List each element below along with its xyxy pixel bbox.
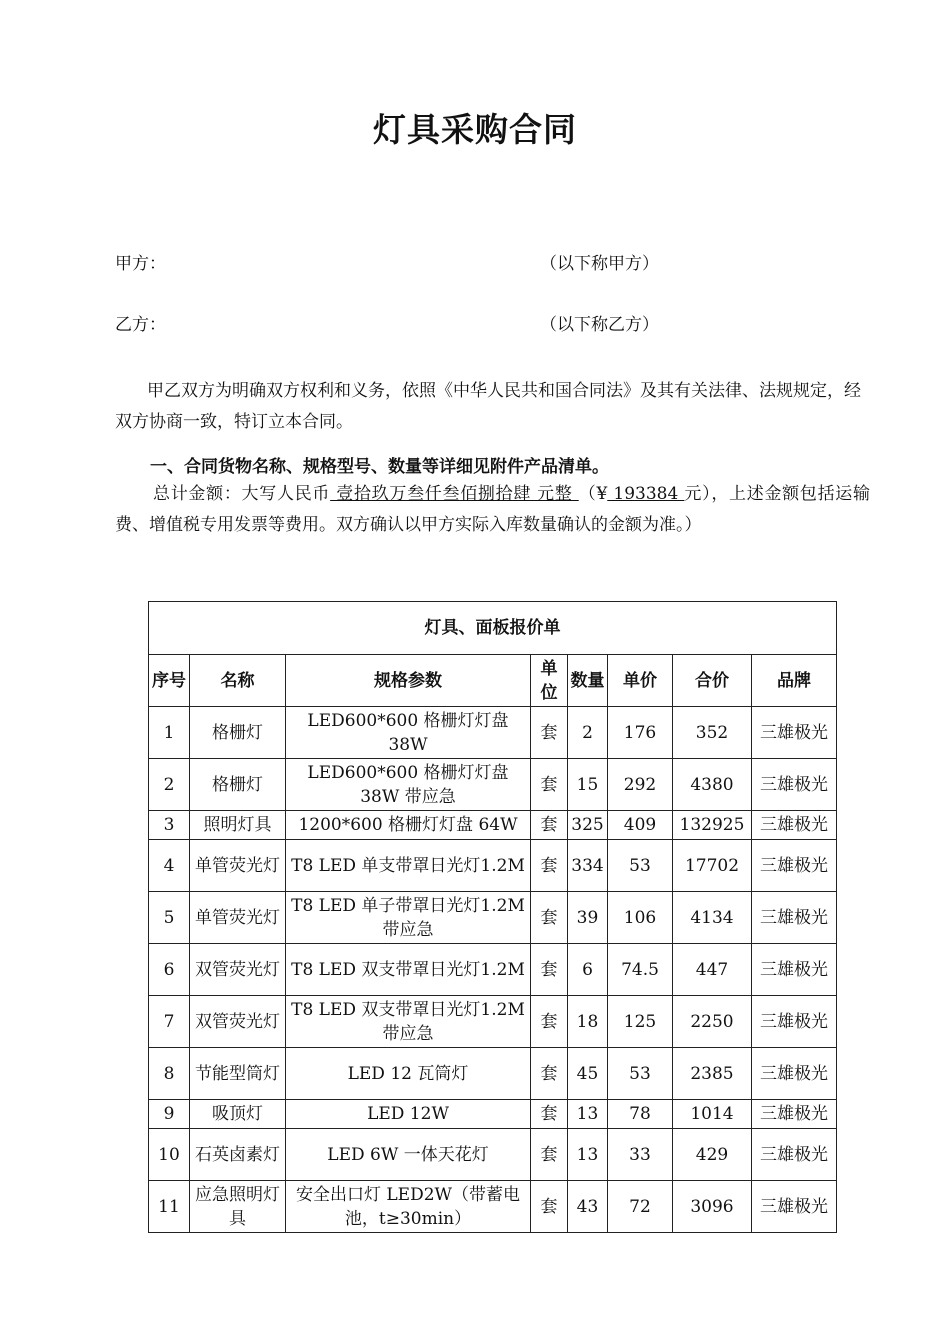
table-row: [149, 840, 837, 892]
cell-no: 7: [149, 996, 190, 1048]
cell-qty: 334: [568, 840, 608, 892]
table-row: [149, 811, 837, 840]
cell-price: 72: [608, 1181, 673, 1233]
cell-no: 6: [149, 944, 190, 996]
header-price: 单价: [608, 655, 673, 707]
table-row: [149, 759, 837, 811]
cell-spec: 安全出口灯 LED2W（带蓄电池，t≥30min）: [286, 1181, 531, 1233]
cell-total: 352: [673, 707, 752, 759]
cell-qty: 39: [568, 892, 608, 944]
cell-qty: 15: [568, 759, 608, 811]
cell-name: 节能型筒灯: [190, 1048, 286, 1100]
cell-unit: 套: [531, 1048, 568, 1100]
cell-spec: LED600*600 格栅灯灯盘38W 带应急: [286, 759, 531, 811]
cell-total: 4380: [673, 759, 752, 811]
cell-price: 125: [608, 996, 673, 1048]
cell-price: 53: [608, 1048, 673, 1100]
table-row: [149, 1181, 837, 1233]
cell-unit: 套: [531, 1129, 568, 1181]
table-row: [149, 996, 837, 1048]
cell-spec: LED 12W: [286, 1100, 531, 1129]
cell-unit: 套: [531, 996, 568, 1048]
party-b-note: （以下称乙方）: [540, 315, 659, 335]
cell-spec: T8 LED 双支带罩日光灯1.2M: [286, 944, 531, 996]
cell-price: 78: [608, 1100, 673, 1129]
cell-spec: T8 LED 双支带罩日光灯1.2M 带应急: [286, 996, 531, 1048]
cell-price: 409: [608, 811, 673, 840]
cell-brand: 三雄极光: [752, 1048, 837, 1100]
cell-total: 4134: [673, 892, 752, 944]
cell-unit: 套: [531, 1100, 568, 1129]
cell-price: 292: [608, 759, 673, 811]
table-header-row: [149, 655, 837, 707]
amount-mid: （¥: [578, 484, 608, 504]
cell-qty: 325: [568, 811, 608, 840]
amount-number: 193384: [607, 484, 685, 504]
cell-total: 132925: [673, 811, 752, 840]
cell-no: 9: [149, 1100, 190, 1129]
cell-no: 5: [149, 892, 190, 944]
cell-unit: 套: [531, 892, 568, 944]
cell-total: 1014: [673, 1100, 752, 1129]
cell-total: 2385: [673, 1048, 752, 1100]
cell-brand: 三雄极光: [752, 811, 837, 840]
amount-suffix: 元），上述金额包括运输费、增值税专用发票等费用。双方确认以甲方实际入库数量确认的金额为准。）: [115, 484, 871, 535]
cell-name: 双管荧光灯: [190, 996, 286, 1048]
section-1-heading: 一、合同货物名称、规格型号、数量等详细见附件产品清单。: [150, 457, 609, 477]
header-name: 名称: [190, 655, 286, 707]
party-a-label: 甲方：: [115, 254, 166, 274]
cell-price: 74.5: [608, 944, 673, 996]
amount-paragraph: [115, 479, 870, 541]
cell-brand: 三雄极光: [752, 944, 837, 996]
cell-total: 17702: [673, 840, 752, 892]
cell-no: 4: [149, 840, 190, 892]
header-no: 序号: [149, 655, 190, 707]
cell-name: 格栅灯: [190, 707, 286, 759]
header-qty: 数量: [568, 655, 608, 707]
cell-total: 2250: [673, 996, 752, 1048]
cell-qty: 6: [568, 944, 608, 996]
header-brand: 品牌: [752, 655, 837, 707]
cell-brand: 三雄极光: [752, 1129, 837, 1181]
cell-spec: LED 6W 一体天花灯: [286, 1129, 531, 1181]
intro-paragraph: 甲乙双方为明确双方权利和义务，依照《中华人民共和国合同法》及其有关法律、法规规定，经双方协商一致，特订立本合同。: [115, 381, 861, 432]
cell-total: 447: [673, 944, 752, 996]
cell-brand: 三雄极光: [752, 707, 837, 759]
cell-price: 33: [608, 1129, 673, 1181]
cell-qty: 13: [568, 1129, 608, 1181]
amount-prefix: 总计金额：大写人民币: [153, 484, 331, 504]
party-a-note: （以下称甲方）: [540, 254, 659, 274]
cell-qty: 18: [568, 996, 608, 1048]
cell-unit: 套: [531, 840, 568, 892]
cell-name: 应急照明灯具: [190, 1181, 286, 1233]
table-row: [149, 707, 837, 759]
table-row: [149, 892, 837, 944]
cell-no: 11: [149, 1181, 190, 1233]
cell-unit: 套: [531, 759, 568, 811]
cell-name: 石英卤素灯: [190, 1129, 286, 1181]
cell-unit: 套: [531, 707, 568, 759]
cell-qty: 43: [568, 1181, 608, 1233]
cell-total: 3096: [673, 1181, 752, 1233]
cell-name: 单管荧光灯: [190, 840, 286, 892]
cell-brand: 三雄极光: [752, 1181, 837, 1233]
cell-brand: 三雄极光: [752, 1100, 837, 1129]
cell-no: 2: [149, 759, 190, 811]
table-row: [149, 1129, 837, 1181]
cell-price: 53: [608, 840, 673, 892]
cell-name: 格栅灯: [190, 759, 286, 811]
cell-unit: 套: [531, 811, 568, 840]
cell-spec: LED600*600 格栅灯灯盘38W: [286, 707, 531, 759]
cell-no: 10: [149, 1129, 190, 1181]
quote-table: [148, 601, 837, 1233]
cell-name: 单管荧光灯: [190, 892, 286, 944]
cell-brand: 三雄极光: [752, 996, 837, 1048]
cell-no: 8: [149, 1048, 190, 1100]
cell-name: 照明灯具: [190, 811, 286, 840]
cell-no: 3: [149, 811, 190, 840]
cell-spec: LED 12 瓦筒灯: [286, 1048, 531, 1100]
cell-spec: T8 LED 单子带罩日光灯1.2M 带应急: [286, 892, 531, 944]
cell-qty: 2: [568, 707, 608, 759]
table-row: [149, 1100, 837, 1129]
party-b-label: 乙方：: [115, 315, 166, 335]
header-unit: 单位: [531, 655, 568, 707]
cell-qty: 45: [568, 1048, 608, 1100]
cell-price: 176: [608, 707, 673, 759]
table-caption: 灯具、面板报价单: [149, 602, 837, 655]
cell-unit: 套: [531, 944, 568, 996]
cell-unit: 套: [531, 1181, 568, 1233]
cell-name: 吸顶灯: [190, 1100, 286, 1129]
amount-words: 壹拾玖万叁仟叁佰捌拾肆 元整: [330, 484, 579, 504]
cell-price: 106: [608, 892, 673, 944]
header-spec: 规格参数: [286, 655, 531, 707]
cell-spec: 1200*600 格栅灯灯盘 64W: [286, 811, 531, 840]
cell-brand: 三雄极光: [752, 892, 837, 944]
cell-brand: 三雄极光: [752, 840, 837, 892]
cell-qty: 13: [568, 1100, 608, 1129]
header-total: 合价: [673, 655, 752, 707]
table-row: [149, 1048, 837, 1100]
cell-spec: T8 LED 单支带罩日光灯1.2M: [286, 840, 531, 892]
cell-brand: 三雄极光: [752, 759, 837, 811]
cell-name: 双管荧光灯: [190, 944, 286, 996]
cell-total: 429: [673, 1129, 752, 1181]
document-title: 灯具采购合同: [373, 110, 577, 149]
table-row: [149, 944, 837, 996]
cell-no: 1: [149, 707, 190, 759]
